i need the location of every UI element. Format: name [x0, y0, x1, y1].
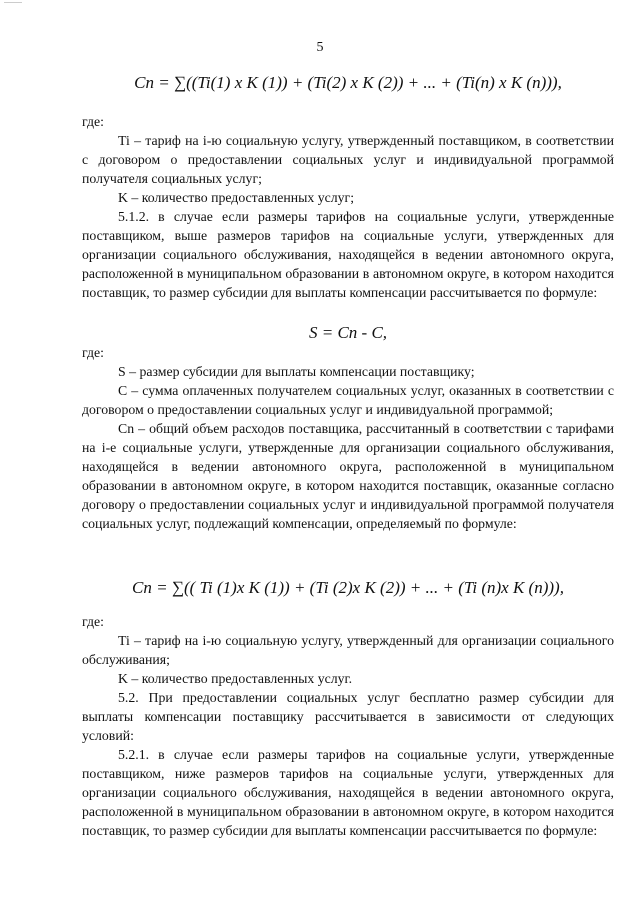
definitions-block-1 [82, 112, 614, 302]
definition-k: K – количество предоставленных услуг. [118, 671, 353, 686]
definition-ti: Ti – тариф на i-ю социальную услугу, утвержденный для организации социального обслуживания; [82, 633, 614, 667]
page-number: 5 [316, 40, 324, 55]
definition-ti: Ti – тариф на i-ю социальную услугу, утвержденный поставщиком, в соответствии с договором о предоставлении социальных услуг и индивидуальной программой получателя социальных услуг; [82, 133, 614, 186]
paragraph-5-1-2: 5.1.2. в случае если размеры тарифов на социальные услуги, утвержденные поставщиком, выше размеров тарифов на социальные услуги, утвержденных для организации социального обслуживания, находящейся в ведении автономного округа, расположенной в муниципальном образовании в автономном округе, в котором находится поставщик, то размер субсидии для выплаты компенсации рассчитывается по формуле: [82, 209, 614, 300]
paragraph-5-2-1: 5.2.1. в случае если размеры тарифов на социальные услуги, утвержденные поставщиком, ниже размеров тарифов на социальные услуги, утвержденных для организации социального обслуживания, находящейся в ведении автономного округа, расположенной в муниципальном образовании в автономном округе, в котором находится поставщик, то размер субсидии для выплаты компенсации рассчитывается по формуле: [82, 747, 614, 838]
definition-cn: Cn – общий объем расходов поставщика, рассчитанный в соответствии с тарифами на i-е социальные услуги, утвержденные для организации социального обслуживания, находящейся в ведении автономного округа, расположенной в муниципальном образовании в автономном округе, в котором находится поставщик, оказанные согласно договору о предоставлении социальных услуг и индивидуальной программой получателя социальных услуг, подлежащий компенсации, определяемый по формуле: [82, 421, 614, 531]
definition-s: S – размер субсидии для выплаты компенсации поставщику; [118, 364, 475, 379]
where-label: где: [82, 614, 104, 629]
paragraph-5-2: 5.2. При предоставлении социальных услуг бесплатно размер субсидии для выплаты компенсации поставщику рассчитывается в зависимости от следующих условий: [82, 690, 614, 743]
formula-cn-organization: Cn = ∑(( Ti (1)x K (1)) + (Ti (2)x K (2)) + ... + (Ti (n)x K (n))), [132, 578, 564, 597]
where-label: где: [82, 345, 104, 360]
where-label: где: [82, 114, 104, 129]
definitions-block-2 [82, 343, 614, 533]
scan-mark [4, 2, 22, 3]
definitions-block-3 [82, 612, 614, 840]
formula-cn-supplier: Cn = ∑((Ti(1) x K (1)) + (Ti(2) x K (2)) + ... + (Ti(n) x K (n))), [134, 73, 562, 92]
formula-s: S = Cn - C, [308, 323, 388, 342]
definition-c: С – сумма оплаченных получателем социальных услуг, оказанных в соответствии с договором о предоставлении социальных услуг и индивидуальной программой; [82, 383, 614, 417]
definition-k: K – количество предоставленных услуг; [118, 190, 355, 205]
